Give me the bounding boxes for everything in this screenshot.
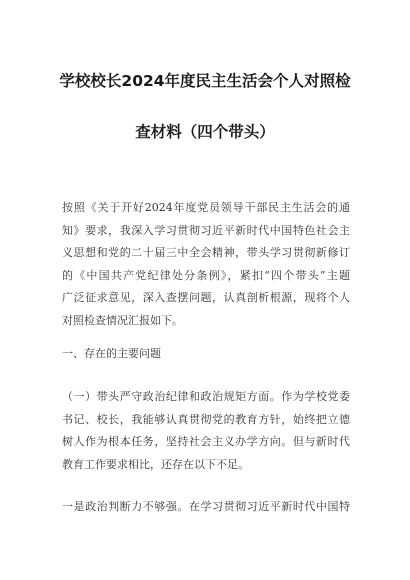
section-heading: 一、存在的主要问题: [62, 347, 161, 360]
subsection-line: 树人作为根本任务，坚持社会主义办学方向。但与新时代: [62, 435, 350, 448]
intro-line: 对照检查情况汇报如下。: [62, 313, 183, 327]
intro-line: 义思想和党的二十届三中全会精神，带头学习贯彻新修订: [62, 246, 350, 259]
intro-line: 知》要求，我深入学习贯彻习近平新时代中国特色社会主: [62, 223, 350, 237]
subsection-line: 书记、校长，我能够认真贯彻党的教育方针，始终把立德: [62, 412, 350, 426]
document-title-line-1: 学校校长2024年度民主生活会个人对照检: [59, 72, 351, 90]
intro-line: 的《中国共产党纪律处分条例》，紧扣“四个带头”主题: [62, 268, 350, 282]
subsection-line: 教育工作要求相比，还存在以下不足。: [62, 457, 249, 471]
intro-paragraph: [62, 197, 350, 332]
subsection-line: （一）带头严守政治纪律和政治规矩方面。作为学校党委: [62, 390, 350, 403]
point-paragraph: [62, 496, 350, 519]
point-line: 一是政治判断力不够强。在学习贯彻习近平新时代中国特: [62, 500, 350, 513]
document-title-line-2: 查材料（四个带头）: [135, 123, 275, 141]
subsection-paragraph: [62, 386, 350, 476]
intro-line: 按照《关于开好2024年度党员领导干部民主生活会的通: [62, 201, 350, 214]
intro-line: 广泛征求意见，深入查摆问题，认真剖析根源，现将个人: [62, 291, 350, 304]
